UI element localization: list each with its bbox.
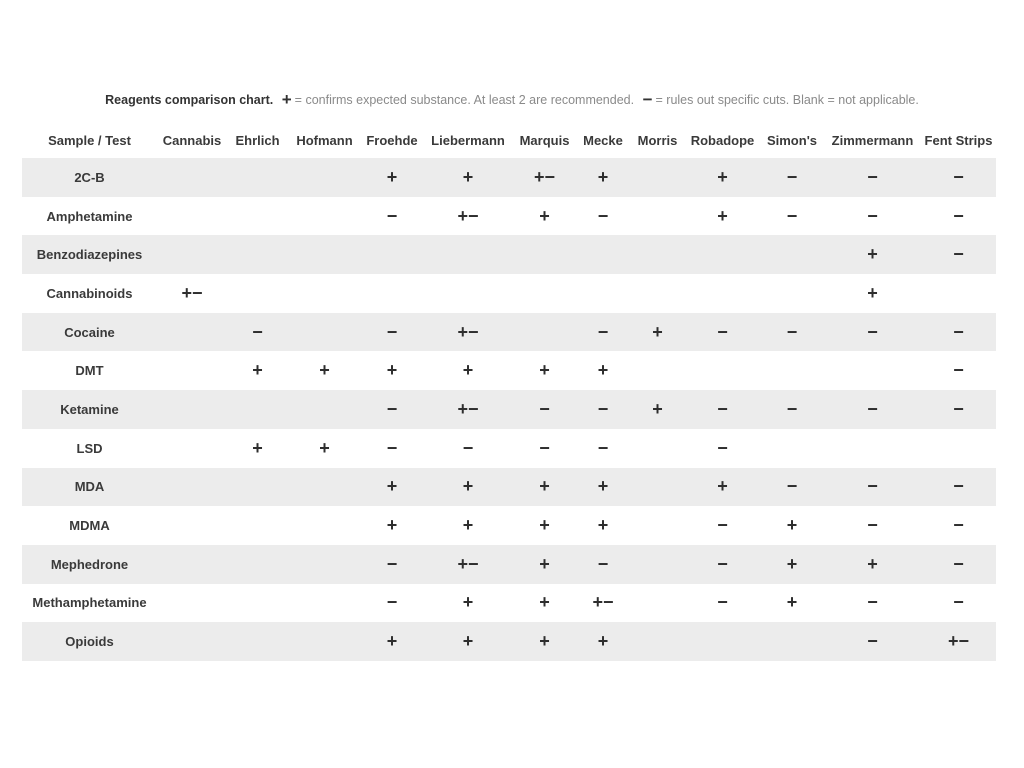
column-header: Robadope — [690, 132, 755, 148]
result-cell — [760, 351, 824, 390]
result-cell: − — [685, 390, 760, 429]
column-header: Froehde — [366, 132, 418, 148]
result-cell: + — [252, 437, 263, 458]
table-row — [22, 584, 996, 623]
column-header: Ehrlich — [235, 132, 280, 148]
column-header: Simon's — [766, 132, 818, 148]
result-cell — [630, 158, 685, 197]
result-cell: − — [386, 592, 398, 613]
plus-icon: + — [281, 90, 292, 109]
result-cell: + — [786, 515, 798, 536]
result-cell: + — [539, 360, 550, 381]
result-cell: − — [361, 390, 423, 429]
result-cell: − — [760, 468, 824, 507]
result-cell — [157, 545, 227, 584]
result-cell: + — [462, 515, 474, 536]
result-cell — [760, 274, 824, 313]
result-cell — [513, 313, 576, 352]
sample-name: Benzodiazepines — [22, 235, 157, 274]
result-cell — [157, 390, 227, 429]
result-cell — [576, 274, 630, 313]
result-cell: + — [597, 360, 609, 381]
result-cell: + — [386, 360, 398, 381]
result-cell: − — [227, 313, 288, 352]
result-cell — [630, 506, 685, 545]
result-cell — [824, 351, 921, 390]
result-cell: − — [953, 360, 964, 381]
result-cell: − — [867, 515, 878, 536]
result-cell — [288, 274, 361, 313]
result-cell — [630, 622, 685, 661]
result-cell: − — [867, 205, 878, 226]
column-header: Sample / Test — [48, 132, 131, 148]
result-cell: − — [760, 313, 824, 352]
result-cell: + — [513, 468, 576, 507]
result-cell — [361, 235, 423, 274]
result-cell: − — [760, 158, 824, 197]
result-cell: + — [597, 515, 609, 536]
minus-icon: − — [642, 90, 653, 109]
result-cell: − — [824, 622, 921, 661]
result-cell: +− — [921, 622, 996, 661]
result-cell — [630, 274, 685, 313]
result-cell: + — [685, 158, 760, 197]
result-cell — [361, 274, 423, 313]
result-cell: − — [717, 515, 728, 536]
result-cell: + — [423, 622, 513, 661]
result-cell — [288, 545, 361, 584]
result-cell — [227, 390, 288, 429]
result-cell — [227, 158, 288, 197]
result-cell: +− — [423, 390, 513, 429]
table-row — [22, 197, 996, 236]
column-header: Mecke — [583, 132, 623, 148]
result-cell: − — [953, 592, 964, 613]
result-cell — [227, 235, 288, 274]
result-cell: − — [685, 313, 760, 352]
column-header: Zimmermann — [831, 132, 914, 148]
result-cell: + — [576, 622, 630, 661]
result-cell — [685, 235, 760, 274]
result-cell: − — [786, 205, 798, 226]
result-cell — [760, 429, 824, 468]
result-cell: − — [824, 158, 921, 197]
sample-name: Opioids — [22, 622, 157, 661]
result-cell: − — [576, 390, 630, 429]
result-cell: − — [760, 390, 824, 429]
result-cell — [630, 429, 685, 468]
sample-name: Amphetamine — [46, 208, 133, 224]
result-cell — [157, 584, 227, 623]
sample-name: DMT — [75, 363, 104, 379]
result-cell: +− — [592, 592, 614, 613]
result-cell: − — [921, 468, 996, 507]
reagent-comparison-table — [22, 122, 996, 661]
result-cell — [630, 468, 685, 507]
result-cell — [630, 235, 685, 274]
result-cell — [227, 545, 288, 584]
result-cell: − — [717, 437, 728, 458]
result-cell: +− — [181, 282, 203, 303]
result-cell — [685, 274, 760, 313]
result-cell: + — [462, 360, 474, 381]
result-cell — [288, 197, 361, 236]
result-cell — [157, 197, 227, 236]
result-cell — [288, 390, 361, 429]
result-cell: + — [576, 158, 630, 197]
result-cell: − — [824, 390, 921, 429]
result-cell — [288, 584, 361, 623]
result-cell — [921, 429, 996, 468]
result-cell: − — [953, 515, 964, 536]
sample-name: Ketamine — [22, 390, 157, 429]
result-cell: − — [921, 235, 996, 274]
sample-name: 2C-B — [22, 158, 157, 197]
result-cell — [227, 584, 288, 623]
result-cell: + — [630, 313, 685, 352]
result-cell: + — [361, 468, 423, 507]
result-cell — [227, 468, 288, 507]
sample-name: Cannabinoids — [46, 285, 133, 301]
result-cell — [157, 506, 227, 545]
column-header: Liebermann — [431, 132, 505, 148]
result-cell: + — [361, 158, 423, 197]
header-row — [22, 122, 996, 158]
result-cell — [288, 235, 361, 274]
result-cell — [513, 274, 576, 313]
result-cell: + — [824, 545, 921, 584]
result-cell: − — [513, 390, 576, 429]
table-row — [22, 429, 996, 468]
sample-name: Mephedrone — [22, 545, 157, 584]
table-row — [22, 506, 996, 545]
result-cell: − — [717, 592, 728, 613]
table-row — [22, 313, 996, 352]
result-cell: + — [361, 622, 423, 661]
table-row — [22, 274, 996, 313]
column-header: Fent Strips — [924, 132, 993, 148]
result-cell: + — [423, 468, 513, 507]
result-cell: +− — [423, 545, 513, 584]
column-header: Morris — [637, 132, 678, 148]
result-cell: − — [685, 545, 760, 584]
result-cell: − — [597, 205, 609, 226]
result-cell: + — [462, 592, 474, 613]
result-cell — [227, 274, 288, 313]
result-cell — [423, 235, 513, 274]
result-cell — [685, 622, 760, 661]
result-cell: + — [539, 515, 550, 536]
sample-name: MDA — [22, 468, 157, 507]
table-row — [22, 468, 996, 507]
result-cell: + — [630, 390, 685, 429]
result-cell: − — [361, 545, 423, 584]
result-cell: +− — [457, 205, 479, 226]
column-header: Hofmann — [296, 132, 353, 148]
result-cell — [157, 351, 227, 390]
result-cell: − — [386, 205, 398, 226]
result-cell — [157, 313, 227, 352]
chart-legend — [0, 90, 1024, 110]
result-cell — [760, 235, 824, 274]
result-cell — [227, 197, 288, 236]
result-cell — [513, 235, 576, 274]
result-cell: − — [824, 468, 921, 507]
result-cell: − — [921, 158, 996, 197]
result-cell — [157, 235, 227, 274]
result-cell — [227, 506, 288, 545]
result-cell: − — [576, 313, 630, 352]
result-cell: + — [513, 622, 576, 661]
column-header: Cannabis — [162, 132, 222, 148]
result-cell — [630, 197, 685, 236]
result-cell: + — [786, 592, 798, 613]
result-cell — [157, 158, 227, 197]
result-cell: − — [386, 437, 398, 458]
result-cell: + — [576, 468, 630, 507]
result-cell: − — [597, 437, 609, 458]
result-cell: + — [685, 468, 760, 507]
result-cell — [685, 351, 760, 390]
table-row — [22, 235, 996, 274]
result-cell — [157, 468, 227, 507]
result-cell — [288, 622, 361, 661]
result-cell: + — [539, 592, 550, 613]
result-cell — [921, 274, 996, 313]
table-row — [22, 351, 996, 390]
result-cell: − — [576, 545, 630, 584]
result-cell — [227, 622, 288, 661]
result-cell: +− — [423, 313, 513, 352]
result-cell — [576, 235, 630, 274]
legend-title: Reagents comparison chart. — [105, 93, 274, 107]
legend-plus-text: = confirms expected substance. At least 2 are recommended. — [294, 93, 635, 107]
result-cell: + — [513, 545, 576, 584]
result-cell — [760, 622, 824, 661]
result-cell — [288, 313, 361, 352]
column-header: Marquis — [519, 132, 570, 148]
result-cell: − — [361, 313, 423, 352]
result-cell: + — [760, 545, 824, 584]
result-cell: + — [539, 205, 550, 226]
sample-name: MDMA — [69, 518, 110, 534]
result-cell: + — [319, 360, 330, 381]
result-cell — [824, 429, 921, 468]
result-cell: − — [867, 592, 878, 613]
result-cell: + — [252, 360, 263, 381]
result-cell: − — [921, 390, 996, 429]
table-row — [22, 545, 996, 584]
sample-name: Methamphetamine — [32, 595, 147, 611]
sample-name: LSD — [76, 440, 103, 456]
table-body — [22, 158, 996, 661]
result-cell: + — [867, 282, 878, 303]
result-cell: − — [921, 545, 996, 584]
result-cell: − — [539, 437, 550, 458]
result-cell: − — [921, 313, 996, 352]
result-cell — [423, 274, 513, 313]
result-cell: + — [386, 515, 398, 536]
result-cell: + — [824, 235, 921, 274]
result-cell — [157, 622, 227, 661]
result-cell — [630, 545, 685, 584]
result-cell: + — [423, 158, 513, 197]
result-cell: + — [319, 437, 330, 458]
result-cell: +− — [513, 158, 576, 197]
result-cell — [630, 351, 685, 390]
result-cell — [288, 158, 361, 197]
table-row — [22, 158, 996, 197]
result-cell — [288, 468, 361, 507]
result-cell — [630, 584, 685, 623]
result-cell: − — [462, 437, 474, 458]
result-cell — [288, 506, 361, 545]
result-cell: − — [953, 205, 964, 226]
table-row — [22, 622, 996, 661]
result-cell: + — [717, 205, 728, 226]
table-row — [22, 390, 996, 429]
result-cell — [157, 429, 227, 468]
legend-minus-text: = rules out specific cuts. Blank = not applicable. — [655, 93, 919, 107]
sample-name: Cocaine — [22, 313, 157, 352]
result-cell: − — [824, 313, 921, 352]
